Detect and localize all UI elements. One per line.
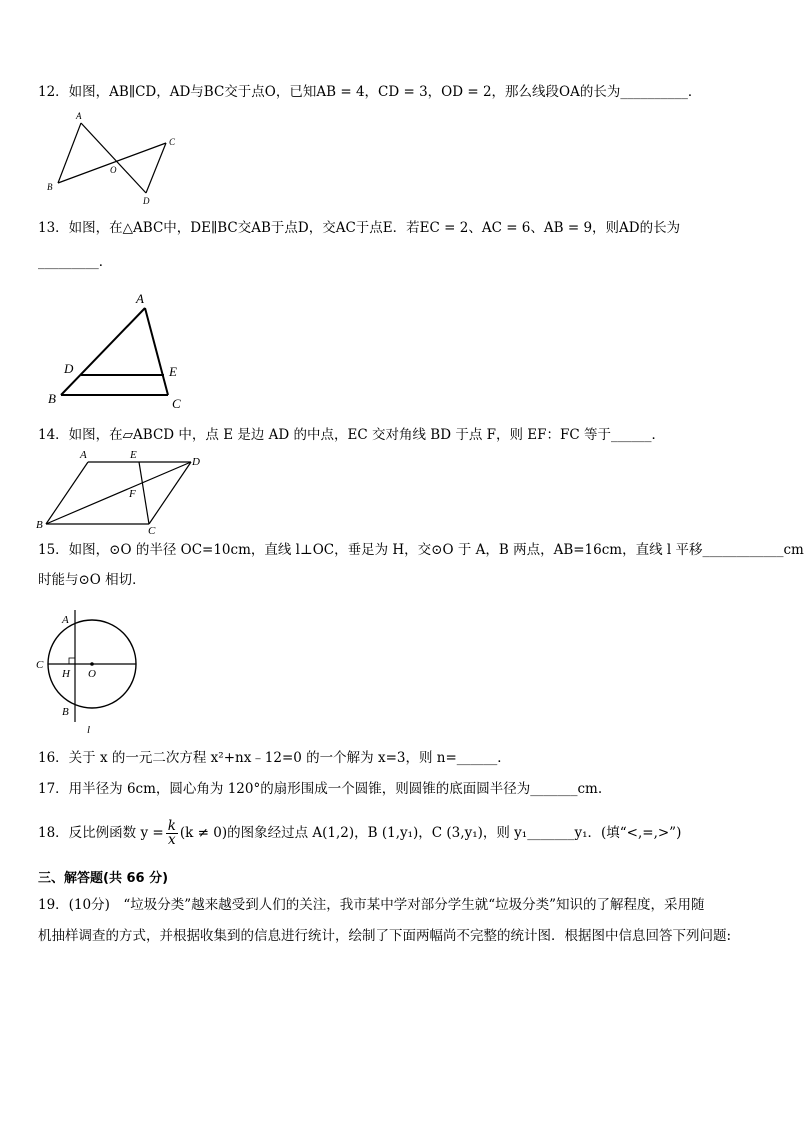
label-a: A [80,449,87,461]
label-l: l [87,724,91,736]
question-16: 16．关于 x 的一元二次方程 x²+nx﹣12=0 的一个解为 x=3，则 n=______． [38,750,511,766]
label-c: C [172,396,181,411]
question-14 [38,426,665,444]
label-d: D [192,456,200,468]
q15-figure [32,600,147,740]
segment-bc [58,143,166,183]
label-b: B [48,391,56,406]
label-c: C [169,137,176,147]
q12-figure [40,106,190,206]
question-19-line-2: 机抽样调查的方式，并根据收集到的信息进行统计，绘制了下面两幅尚不完整的统计图．根据图中信息回答下列问题: [38,928,732,944]
side-ab [61,308,145,395]
label-b: B [36,519,43,531]
question-13-text: 13．如图，在△ABC中，DE∥BC交AB于点D，交AC于点E．若EC = 2、AC = 6、AB = 9，则AD的长为 [38,220,681,236]
question-18-post: (k ≠ 0)的图象经过点 A(1,2)，B (1,y₁)，C (3,y₁)，则 y₁_______y₁．(填“<,=,>”) [179,825,682,841]
label-o: O [110,165,117,175]
label-d: D [143,196,150,206]
question-19-line-1: 19．(10分) “垃圾分类”越来越受到人们的关注，我市某中学对部分学生就“垃圾分类”知识的了解程度，采用随 [38,897,705,913]
q13-figure [40,288,200,413]
question-15-text: 15．如图，⊙O 的半径 OC=10cm，直线 l⊥OC，垂足为 H，交⊙O 于 A，B 两点，AB=16cm，直线 l 平移____________cm [38,542,804,558]
question-12-text: 12．如图，AB∥CD，AD与BC交于点O，已知AB = 4，CD = 3，OD = 2，那么线段OA的长为 [38,84,621,100]
label-e: E [169,364,177,379]
section-3-heading: 三、解答题(共 66 分) [38,871,169,886]
right-angle-mark [69,658,75,664]
label-b: B [62,706,69,718]
question-18 [38,818,681,848]
question-13-line-2: _________． [38,254,113,270]
question-14-text: 14．如图，在▱ABCD 中，点 E 是边 AD 的中点，EC 交对角线 BD 于点 F，则 EF：FC 等于______． [38,427,665,443]
label-a: A [136,291,144,306]
label-e: E [130,449,137,461]
question-13 [38,219,680,237]
question-15 [38,541,804,559]
fraction-k-over-x [166,820,178,847]
label-a: A [76,111,82,121]
side-ac [145,308,168,395]
answer-blank: __________ [620,84,688,100]
label-d: D [64,361,74,376]
label-h: H [62,668,70,680]
question-15-line-2: 时能与⊙O 相切． [38,572,146,588]
question-18-pre: 18．反比例函数 y = [38,825,164,841]
q14-figure [34,446,214,536]
label-c: C [36,659,44,671]
label-b: B [47,182,53,192]
label-a: A [62,614,69,626]
segment-ec [139,462,149,524]
segment-ab [58,123,81,183]
label-c: C [148,525,156,537]
center-point [90,662,94,666]
fraction-numerator: k [167,818,176,834]
segment-cd [146,143,166,193]
question-12 [38,83,701,101]
diagonal-bd [46,462,191,524]
label-o: O [88,668,96,680]
segment-ad [81,123,146,193]
label-f: F [129,488,136,500]
question-17: 17．用半径为 6cm，圆心角为 120°的扇形围成一个圆锥，则圆锥的底面圆半径为_______cm. [38,781,603,797]
fraction-denominator: x [167,832,176,848]
question-12-end: ． [687,84,702,100]
